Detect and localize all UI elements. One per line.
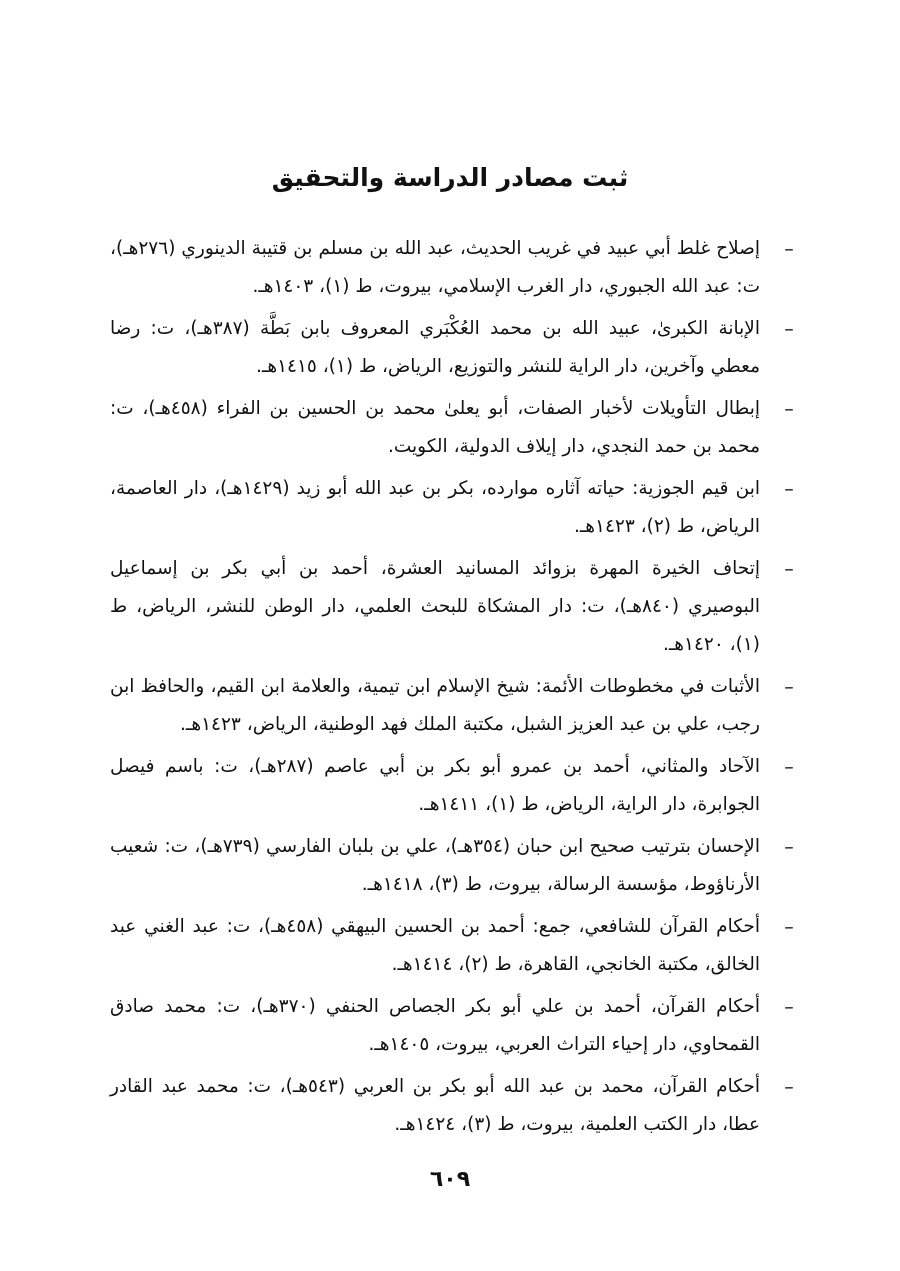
- page-title: ثبت مصادر الدراسة والتحقيق: [271, 163, 629, 192]
- bibliography-entry: [110, 748, 804, 824]
- bibliography-entry: [110, 390, 804, 466]
- entry-text: الأثبات في مخطوطات الأئمة: شيخ الإسلام ابن تيمية، والعلامة ابن القيم، والحافظ ابن رجب، علي بن عبد العزيز الشبل، مكتبة الملك فهد الوطنية، الرياض، ١٤٢٣هـ.: [110, 676, 760, 735]
- entry-bullet: –: [784, 398, 794, 420]
- entry-bullet: –: [784, 558, 794, 580]
- entry-text: إصلاح غلط أبي عبيد في غريب الحديث، عبد الله بن مسلم بن قتيبة الدينوري (٢٧٦هـ)، ت: عبد الله الجبوري، دار الغرب الإسلامي، بيروت، ط (١)، ١٤٠٣هـ.: [110, 238, 760, 297]
- entry-text: ابن قيم الجوزية: حياته آثاره موارده، بكر بن عبد الله أبو زيد (١٤٢٩هـ)، دار العاصمة، الرياض، ط (٢)، ١٤٢٣هـ.: [110, 478, 760, 537]
- entry-text: الإحسان بترتيب صحيح ابن حبان (٣٥٤هـ)، علي بن بلبان الفارسي (٧٣٩هـ)، ت: شعيب الأرناؤوط، مؤسسة الرسالة، بيروت، ط (٣)، ١٤١٨هـ.: [110, 836, 760, 895]
- page-number: ٦٠٩: [429, 1167, 471, 1192]
- bibliography-entry: [110, 988, 804, 1064]
- entry-bullet: –: [784, 478, 794, 500]
- entry-text: الإبانة الكبرىٰ، عبيد الله بن محمد العُكْبَري المعروف بابن بَطَّة (٣٨٧هـ)، ت: رضا معطي وآخرين، دار الراية للنشر والتوزيع، الرياض، ط (١)، ١٤١٥هـ.: [110, 318, 760, 377]
- bibliography-entry: [110, 908, 804, 984]
- entry-text: إتحاف الخيرة المهرة بزوائد المسانيد العشرة، أحمد بن أبي بكر بن إسماعيل البوصيري (٨٤٠هـ)، ت: دار المشكاة للبحث العلمي، دار الوطن للنشر، الرياض، ط (١)، ١٤٢٠هـ.: [110, 558, 760, 655]
- entry-bullet: –: [784, 318, 794, 340]
- entry-text: الآحاد والمثاني، أحمد بن عمرو أبو بكر بن أبي عاصم (٢٨٧هـ)، ت: باسم فيصل الجوابرة، دار الراية، الرياض، ط (١)، ١٤١١هـ.: [110, 756, 760, 815]
- bibliography-list: [110, 230, 804, 1148]
- bibliography-entry: [110, 310, 804, 386]
- entry-bullet: –: [784, 1076, 794, 1098]
- bibliography-entry: [110, 828, 804, 904]
- entry-text: إبطال التأويلات لأخبار الصفات، أبو يعلىٰ محمد بن الحسين بن الفراء (٤٥٨هـ)، ت: محمد بن حمد النجدي، دار إيلاف الدولية، الكويت.: [110, 398, 760, 457]
- bibliography-entry: [110, 1068, 804, 1144]
- bibliography-entry: [110, 470, 804, 546]
- entry-bullet: –: [784, 238, 794, 260]
- entry-bullet: –: [784, 836, 794, 858]
- bibliography-entry: [110, 550, 804, 664]
- entry-bullet: –: [784, 756, 794, 778]
- entry-bullet: –: [784, 996, 794, 1018]
- entry-bullet: –: [784, 916, 794, 938]
- entry-bullet: –: [784, 676, 794, 698]
- bibliography-entry: [110, 230, 804, 306]
- entry-text: أحكام القرآن، محمد بن عبد الله أبو بكر بن العربي (٥٤٣هـ)، ت: محمد عبد القادر عطا، دار الكتب العلمية، بيروت، ط (٣)، ١٤٢٤هـ.: [110, 1076, 760, 1135]
- entry-text: أحكام القرآن للشافعي، جمع: أحمد بن الحسين البيهقي (٤٥٨هـ)، ت: عبد الغني عبد الخالق، مكتبة الخانجي، القاهرة، ط (٢)، ١٤١٤هـ.: [110, 916, 760, 975]
- entry-text: أحكام القرآن، أحمد بن علي أبو بكر الجصاص الحنفي (٣٧٠هـ)، ت: محمد صادق القمحاوي، دار إحياء التراث العربي، بيروت، ١٤٠٥هـ.: [110, 996, 760, 1055]
- bibliography-entry: [110, 668, 804, 744]
